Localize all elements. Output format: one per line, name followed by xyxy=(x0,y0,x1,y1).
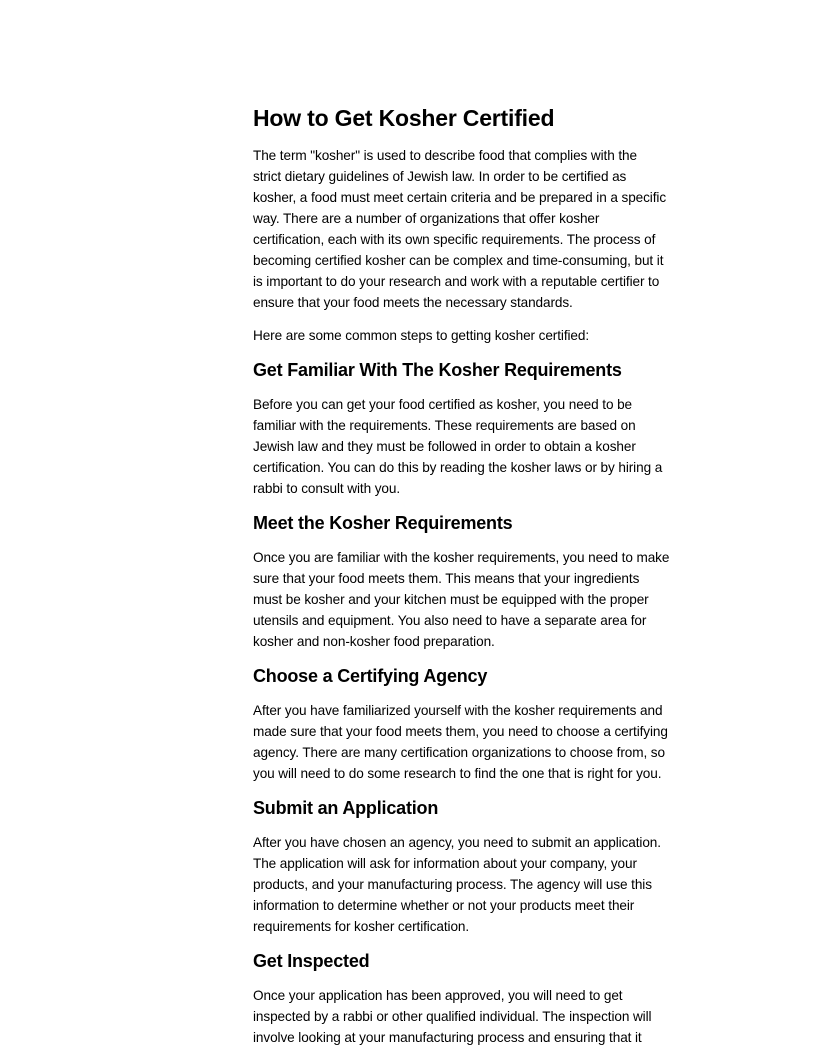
intro-paragraph xyxy=(253,145,733,313)
text-line: certification. You can do this by reading the kosher laws or by hiring a xyxy=(253,460,663,475)
text-line: way. There are a number of organizations that offer kosher xyxy=(253,211,600,226)
text-line: involve looking at your manufacturing process and ensuring that it xyxy=(253,1030,642,1045)
text-line: familiar with the requirements. These requirements are based on xyxy=(253,418,636,433)
text-line: Before you can get your food certified as kosher, you need to be xyxy=(253,397,633,412)
text-line: inspected by a rabbi or other qualified individual. The inspection will xyxy=(253,1009,652,1024)
section-paragraph xyxy=(253,985,733,1048)
text-line: made sure that your food meets them, you need to choose a certifying xyxy=(253,724,668,739)
text-line: must be kosher and your kitchen must be equipped with the proper xyxy=(253,592,649,607)
text-line: ensure that your food meets the necessary standards. xyxy=(253,295,573,310)
text-line: After you have chosen an agency, you need to submit an application. xyxy=(253,835,661,850)
document-title: How to Get Kosher Certified xyxy=(253,105,555,131)
section-paragraph xyxy=(253,832,733,937)
section-heading: Get Familiar With The Kosher Requirements xyxy=(253,360,622,380)
section-heading: Choose a Certifying Agency xyxy=(253,666,488,686)
text-line: The term "kosher" is used to describe food that complies with the xyxy=(253,148,637,163)
text-line: becoming certified kosher can be complex and time-consuming, but it xyxy=(253,253,664,268)
text-line: utensils and equipment. You also need to have a separate area for xyxy=(253,613,647,628)
section-heading: Meet the Kosher Requirements xyxy=(253,513,513,533)
text-line: Once you are familiar with the kosher requirements, you need to make xyxy=(253,550,670,565)
text-line: agency. There are many certification organizations to choose from, so xyxy=(253,745,665,760)
text-line: After you have familiarized yourself with the kosher requirements and xyxy=(253,703,663,718)
text-line: products, and your manufacturing process. The agency will use this xyxy=(253,877,652,892)
text-line: Once your application has been approved, you will need to get xyxy=(253,988,623,1003)
text-line: requirements for kosher certification. xyxy=(253,919,470,934)
text-line: information to determine whether or not your products meet their xyxy=(253,898,635,913)
text-line: you will need to do some research to find the one that is right for you. xyxy=(253,766,662,781)
text-line: rabbi to consult with you. xyxy=(253,481,401,496)
text-line: Here are some common steps to getting kosher certified: xyxy=(253,328,590,343)
section-paragraph xyxy=(253,700,733,784)
text-line: kosher and non-kosher food preparation. xyxy=(253,634,495,649)
section-paragraph xyxy=(253,547,733,652)
text-line: sure that your food meets them. This means that your ingredients xyxy=(253,571,640,586)
text-line: strict dietary guidelines of Jewish law. In order to be certified as xyxy=(253,169,627,184)
text-line: certification, each with its own specific requirements. The process of xyxy=(253,232,656,247)
text-line: is important to do your research and work with a reputable certifier to xyxy=(253,274,660,289)
document-page xyxy=(253,103,733,1060)
section-paragraph xyxy=(253,394,733,499)
section-heading: Submit an Application xyxy=(253,798,439,818)
lead-paragraph xyxy=(253,325,733,346)
text-line: Jewish law and they must be followed in order to obtain a kosher xyxy=(253,439,636,454)
text-line: The application will ask for information about your company, your xyxy=(253,856,637,871)
text-line: kosher, a food must meet certain criteria and be prepared in a specific xyxy=(253,190,667,205)
section-heading: Get Inspected xyxy=(253,951,370,971)
